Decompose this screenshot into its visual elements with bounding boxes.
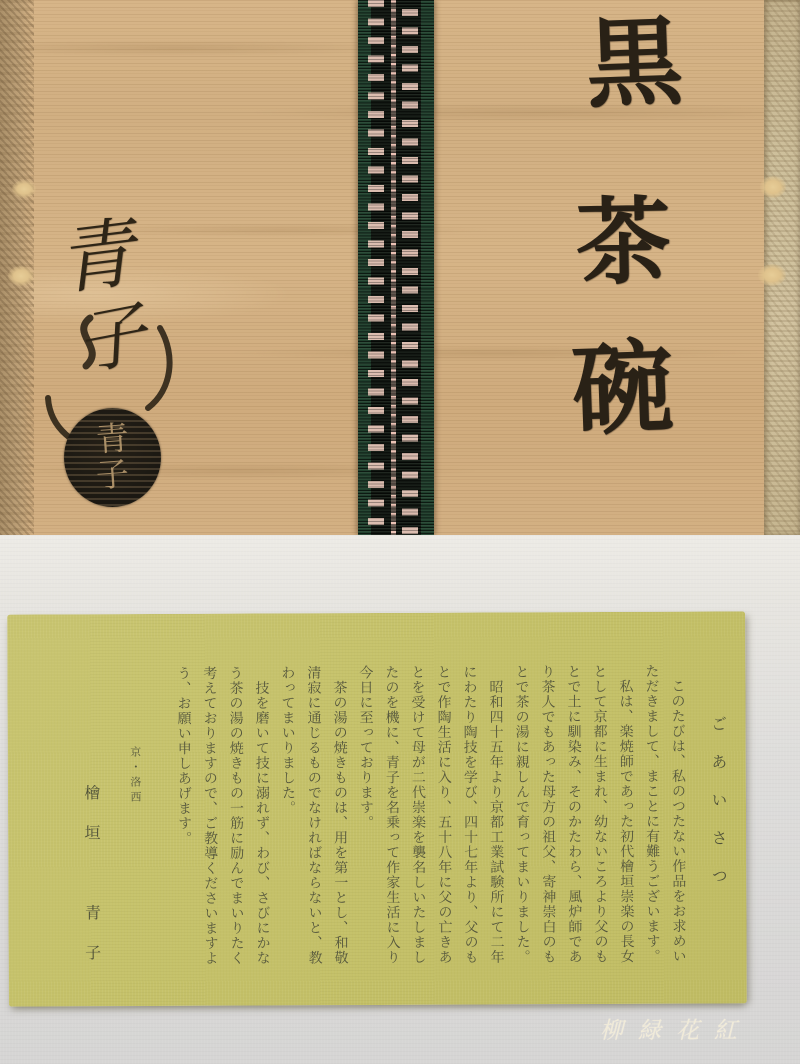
watermark: 柳緑花紅 <box>600 1018 752 1043</box>
card-text-line: 清寂に通じるものでなければならないと、教 <box>305 665 322 966</box>
card-text-line: たのを機に、青子を名乗って作家生活に入り <box>383 664 400 965</box>
inscription-char: 茶 <box>575 189 672 297</box>
inscription-char: 碗 <box>570 332 675 448</box>
inscription-char: 黒 <box>584 9 685 120</box>
card-text-line: とで茶の湯に親しんで育ってまいりました。 <box>513 664 530 965</box>
card-text-line: 昭和四十五年より京都工業試験所にて二年 <box>487 679 504 965</box>
card-author: 檜垣 青子 <box>81 784 100 985</box>
card-text-line: 今日に至っております。 <box>357 665 374 831</box>
card-text-line: う、お願い申しあげます。 <box>175 665 192 846</box>
wrapping-cloth-background <box>0 535 800 1064</box>
card-text-line: 技を磨いて技に溺れず、わび、さびにかな <box>253 680 270 966</box>
card-text-line: このたびは、私のつたない作品をお求めい <box>669 678 686 964</box>
seal-char: 青 <box>94 420 131 459</box>
card-text-line: にわたり陶技を学び、四十七年より、父のも <box>461 664 478 965</box>
card-place: 京・洛西 <box>128 746 141 807</box>
card-text-line: とで作陶生活に入り、五十八年に父の亡きあ <box>435 664 452 965</box>
card-text-line: り茶人でもあった母方の祖父、寄神崇白のも <box>539 664 556 965</box>
greeting-card <box>7 611 747 1006</box>
card-text-line: ただきまして、まことに有難うございます。 <box>643 663 660 964</box>
card-text-line: とを受けて母が二代崇楽を襲名しいたしまし <box>409 664 426 965</box>
seal-char: 子 <box>94 456 131 495</box>
card-text-line: 考えておりますので、ご教導くださいますよ <box>201 665 218 966</box>
card-text-line: とで土に馴染み、そのかたわら、風炉師であ <box>565 664 582 965</box>
signature-char: 青 <box>53 211 139 305</box>
signature-char: 子 <box>69 296 153 385</box>
card-text-line: う茶の湯の焼きもの一筋に励んでまいりたく <box>227 665 244 966</box>
card-text-line: 私は、楽焼師であった初代檜垣崇楽の長女 <box>617 678 634 964</box>
card-text-line: わってまいりました。 <box>279 665 296 816</box>
greeting-card-text <box>7 611 747 1006</box>
card-title: ごあいさつ <box>708 715 727 906</box>
artist-signature <box>0 0 260 535</box>
card-text-line: 茶の湯の焼きものは、用を第一とし、和敬 <box>331 680 348 966</box>
artist-seal <box>64 408 161 507</box>
card-text-line: として京都に生まれ、幼ないころより父のも <box>591 663 608 965</box>
